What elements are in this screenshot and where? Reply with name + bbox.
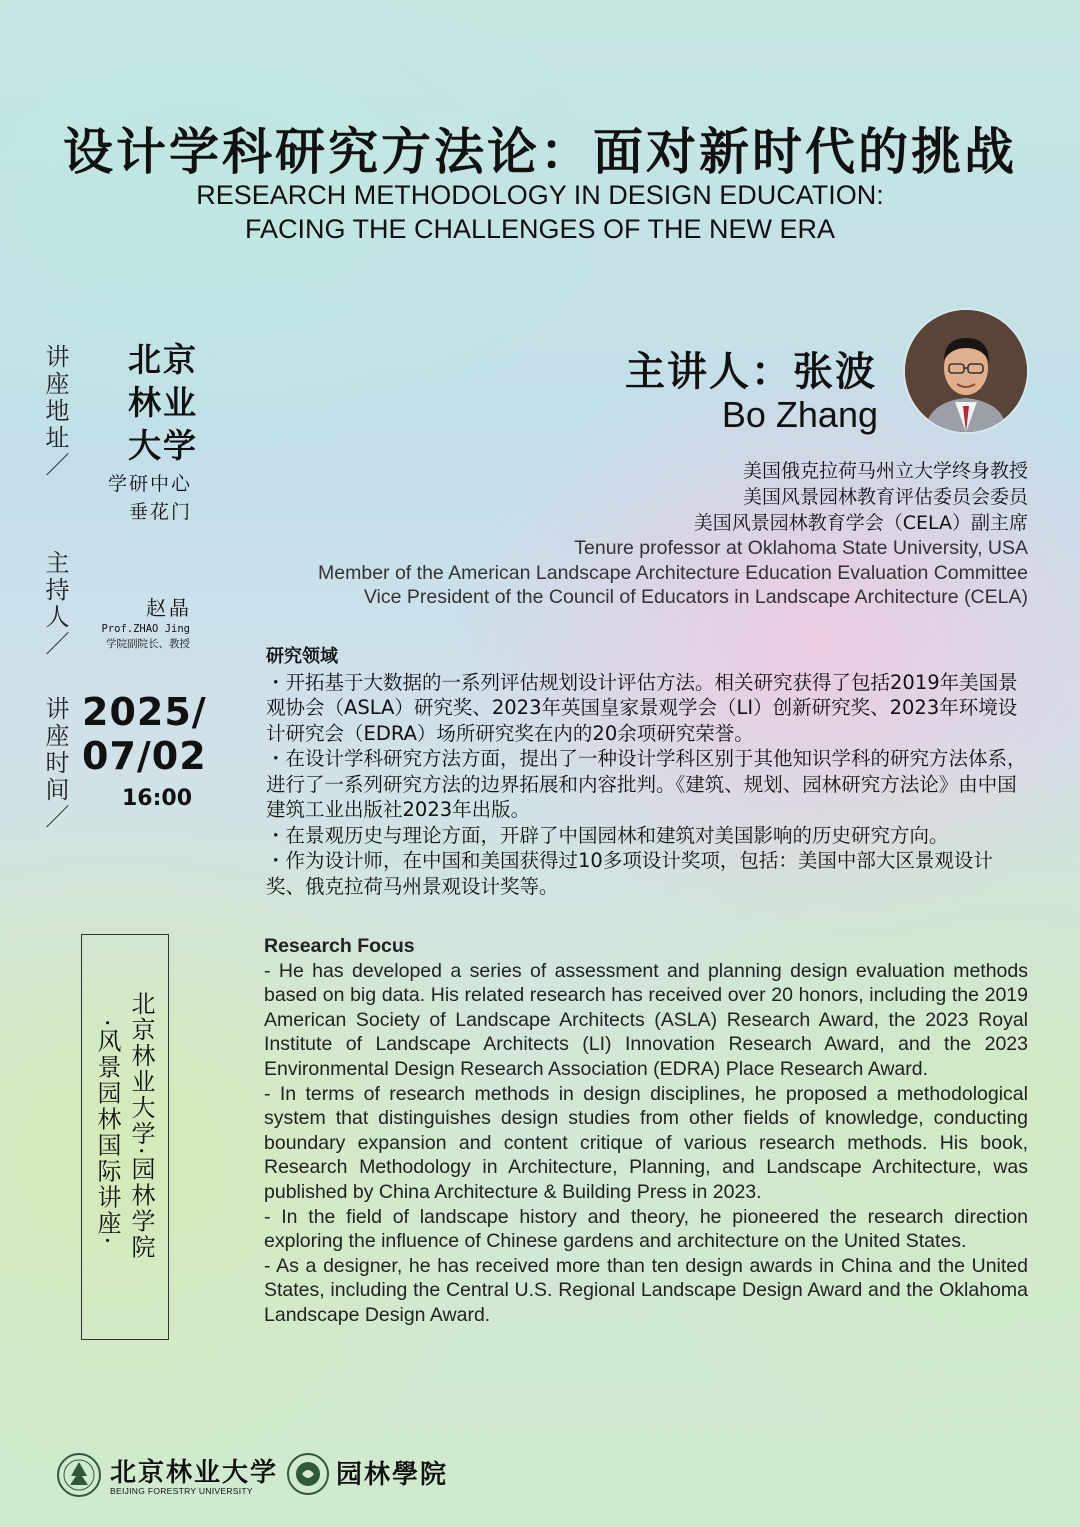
credential-en-2: Member of the American Landscape Architecture Education Evaluation Committee [318, 561, 1028, 584]
avatar-portrait-icon [905, 310, 1027, 432]
venue-name: 北京林业大学 [128, 340, 198, 465]
research-en-heading: Research Focus [264, 935, 415, 957]
speaker-english: Bo Zhang [721, 394, 878, 435]
date-month-day: 07/02 [82, 734, 207, 778]
host-title: 学院副院长、教授 [106, 638, 190, 650]
lecture-time: 16:00 [121, 786, 192, 811]
credentials-english [318, 536, 1028, 610]
speaker-avatar [905, 310, 1027, 432]
credential-cn-3: 美国风景园林教育学会（CELA）副主席 [693, 512, 1028, 534]
bfu-emblem-icon [56, 1452, 102, 1498]
venue-label: 讲座地址／ [41, 344, 69, 479]
time-label: 讲座时间／ [41, 696, 69, 831]
title-english [0, 178, 1080, 246]
credential-cn-1: 美国俄克拉荷马州立大学终身教授 [742, 460, 1028, 482]
research-en-item: - As a designer, he has received more than ten design awards in China and the United States, including the Central U.S. Regional Landscape Design Award and the Oklahoma Landscape Design Award. [264, 1254, 1028, 1326]
research-cn-item: ・作为设计师，在中国和美国获得过10多项设计奖项，包括：美国中部大区景观设计奖、俄克拉荷马州景观设计奖等。 [266, 849, 993, 898]
credential-cn-2: 美国风景园林教育评估委员会委员 [742, 486, 1028, 508]
credential-en-3: Vice President of the Council of Educators in Landscape Architecture (CELA) [363, 586, 1028, 608]
research-cn-item: ・在景观历史与理论方面，开辟了中国园林和建筑对美国影响的历史研究方向。 [266, 823, 949, 847]
research-cn-heading: 研究领域 [266, 646, 338, 667]
title-chinese: 设计学科研究方法论：面对新时代的挑战 [63, 123, 1017, 181]
lecture-date [82, 690, 207, 778]
host-info [101, 622, 190, 652]
research-cn-item: ・开拓基于大数据的一系列评估规划设计评估方法。相关研究获得了包括2019年美国景观协会（ASLA）研究奖、2023年英国皇家景观学会（LI）创新研究奖、2023年环境设计研究会（EDRA）场所研究奖在内的20余项研究荣誉。 [266, 670, 1018, 745]
date-year: 2025/ [82, 690, 207, 734]
research-chinese [266, 644, 1028, 899]
research-en-item: - He has developed a series of assessment and planning design evaluation methods based on big data. His related research has received over 20 honors, including the 2019 American Society of Landscape Architects (ASLA) Research Award, the 2023 Royal Institute of Landscape Architects (LI) Innovation Research Award, and the 2023 Environmental Design Research Association (EDRA) Place Research Award. [264, 959, 1028, 1080]
host-english-name: Prof.ZHAO Jing [101, 623, 190, 635]
title-english-line2: FACING THE CHALLENGES OF THE NEW ERA [244, 214, 836, 244]
credentials-chinese [694, 458, 1028, 536]
venue-building: 学研中心 [107, 473, 192, 495]
lecture-series-seal [81, 934, 169, 1340]
seal-line-1: 北京林业大学·园林学院 [127, 991, 155, 1261]
credential-en-1: Tenure professor at Oklahoma State University, USA [574, 537, 1028, 559]
research-english [264, 934, 1028, 1328]
research-cn-item: ・在设计学科研究方法方面，提出了一种设计学科区别于其他知识学科的研究方法体系，进行了一系列研究方法的边界拓展和内容批判。《建筑、规划、园林研究方法论》由中国建筑工业出版社2023年出版。 [266, 747, 1027, 821]
research-en-item: - In terms of research methods in design disciplines, he proposed a methodological system that distinguishes design studies from other fields of knowledge, conducting boundary expansion and content critique of various research methods. His book, Research Methodology in Architecture, Planning, and Landscape Architecture, was published by China Architecture & Building Press in 2023. [264, 1082, 1028, 1203]
host-name: 赵晶 [146, 596, 192, 620]
title-english-line1: RESEARCH METHODOLOGY IN DESIGN EDUCATION: [196, 180, 884, 210]
school-emblem-icon [286, 1452, 330, 1496]
bfu-name-cn: 北京林业大学 [110, 1458, 279, 1488]
speaker-chinese: 主讲人：张波 [625, 349, 877, 395]
research-en-item: - In the field of landscape history and theory, he pioneered the research direction exploring the influence of Chinese gardens and architecture on the United States. [264, 1205, 1028, 1253]
seal-line-2: ·风景园林国际讲座· [93, 1019, 121, 1247]
venue-gate: 垂花门 [128, 501, 192, 523]
school-name-cn: 园林學院 [336, 1460, 449, 1490]
host-label: 主持人／ [41, 550, 69, 658]
venue-detail [108, 470, 192, 526]
bfu-name-en: BEIJING FORESTRY UNIVERSITY [110, 1486, 253, 1496]
